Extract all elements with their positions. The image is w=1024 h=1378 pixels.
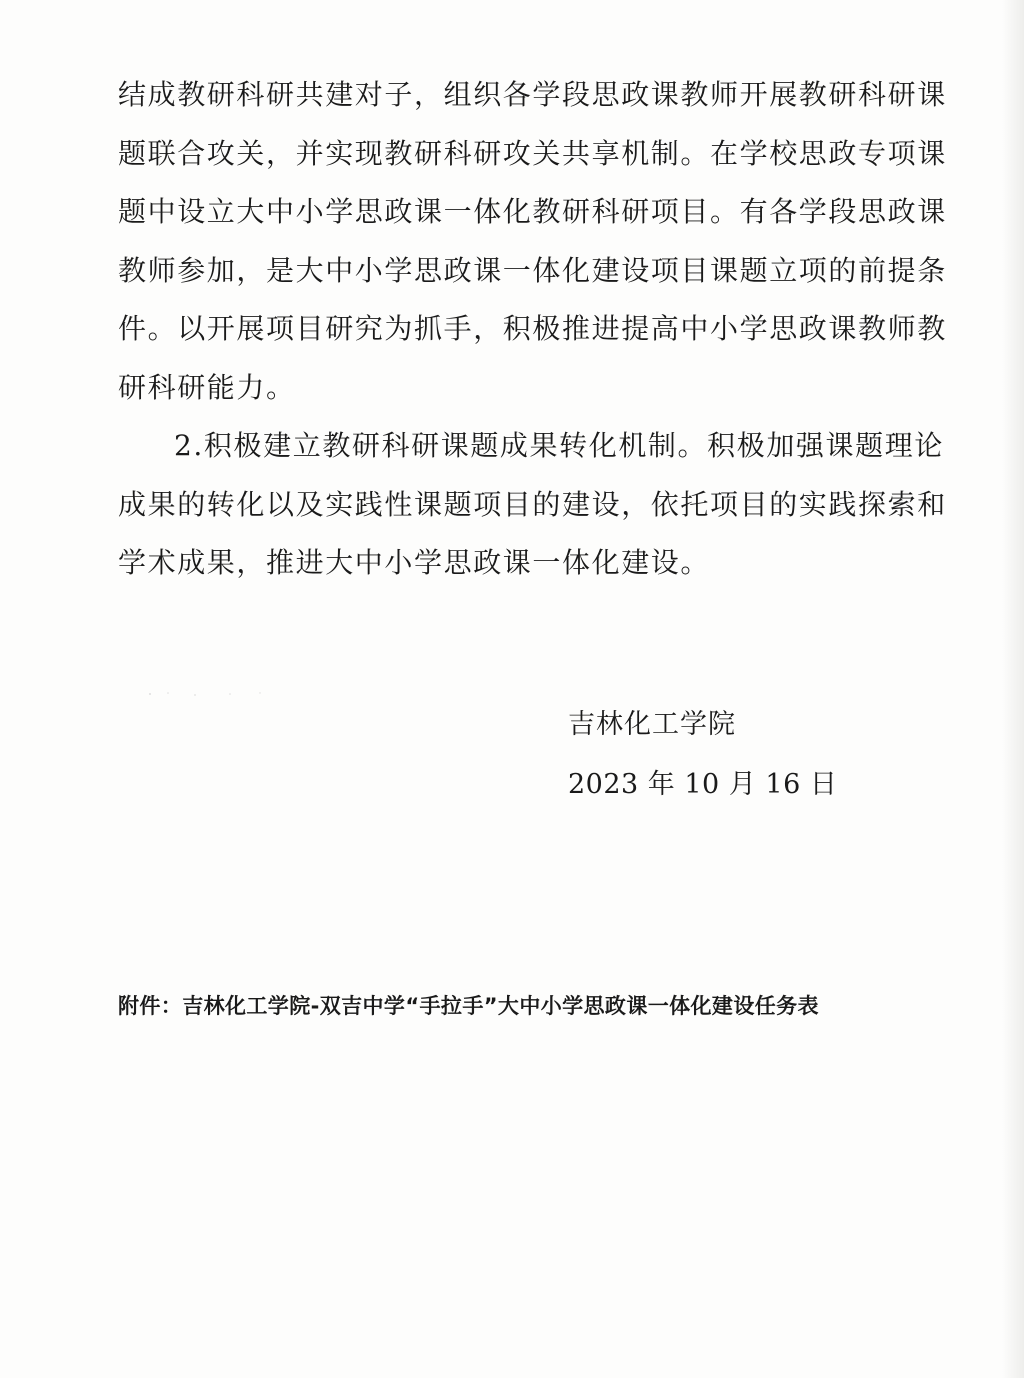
text-line: 成果的转化以及实践性课题项目的建设，依托项目的实践探索和 <box>118 487 947 521</box>
text-line: 件。以开展项目研究为抓手，积极推进提高中小学思政课教师教 <box>118 312 947 345</box>
scan-edge-shadow <box>1002 0 1024 1378</box>
text-line: 题联合攻关，并实现教研科研攻关共享机制。在学校思政专项课 <box>118 136 947 170</box>
scan-artifact <box>140 688 290 700</box>
attachment-note <box>118 990 918 1020</box>
text-line: 学术成果，推进大中小学思政课一体化建设。 <box>118 546 711 579</box>
attachment-title: 吉林化工学院-双吉中学“手拉手”大中小学思政课一体化建设任务表 <box>182 994 819 1018</box>
text-line: 2.积极建立教研科研课题成果转化机制。积极加强课题理论 <box>174 429 944 462</box>
text-line: 题中设立大中小学思政课一体化教研科研项目。有各学段思政课 <box>118 195 947 228</box>
signature-block <box>568 700 888 810</box>
text-line: 研科研能力。 <box>118 370 296 404</box>
signature-date: 2023 年 10 月 16 日 <box>568 769 838 800</box>
paragraph-achievement-transformation <box>118 417 947 593</box>
paragraph-research-collaboration <box>118 66 947 417</box>
text-line: 结成教研科研共建对子，组织各学段思政课教师开展教研科研课 <box>118 78 947 111</box>
attachment-label: 附件： <box>118 994 183 1018</box>
signature-organization: 吉林化工学院 <box>568 709 736 740</box>
body-text <box>118 66 947 593</box>
text-line: 教师参加，是大中小学思政课一体化建设项目课题立项的前提条 <box>118 253 947 287</box>
